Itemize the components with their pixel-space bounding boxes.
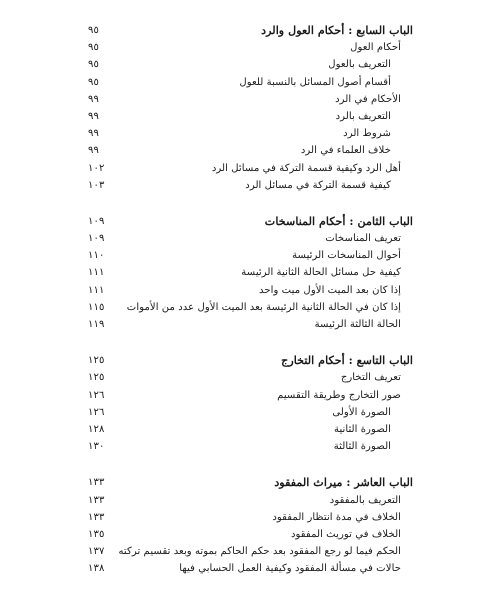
entry-title: الحكم فيما لو رجع المفقود بعد حكم الحاكم بموته وبعد تقسيم تركته [118,546,401,558]
page-number: ١٠٢ [88,162,105,174]
entry-title: الصورة الثالثة [333,441,391,453]
page-number: ٩٥ [88,76,99,88]
entry-title: أهل الرد وكيفية قسمة التركة في مسائل الرد [211,162,401,174]
page-number: ١٣٨ [88,563,105,575]
page-number: ١٠٣ [88,179,105,191]
chapter-heading-row [88,474,413,491]
entry-title: التعريف بالرد [335,110,391,122]
entry-title: إذا كان بعد الميت الأول ميت واحد [259,284,401,296]
chapter-heading-row [88,22,413,39]
toc-entry-row [88,247,413,264]
entry-title: الصورة الثانية [333,423,391,435]
page-number: ٩٩ [88,110,99,122]
page-number: ١٢٥ [88,372,105,384]
entry-title: إذا كان في الحالة الثانية الرئيسة بعد الميت الأول عدد من الأموات [126,301,401,313]
section-spacer [88,455,413,474]
page-number: ١٢٦ [88,389,105,401]
entry-title: أحكام العول [350,42,401,54]
toc-section [88,474,413,577]
toc-section [88,213,413,333]
toc-entry-row [88,160,413,177]
toc-section [88,22,413,194]
page-number: ١١٥ [88,301,105,313]
entry-title: أقسام أصول المسائل بالنسبة للعول [239,76,391,88]
toc-entry-row [88,543,413,560]
page-number: ٩٩ [88,93,99,105]
entry-title: أحوال المناسخات الرئيسة [292,250,401,262]
toc-section [88,352,413,455]
entry-title: الصورة الأولى [332,406,391,418]
chapter-heading-row [88,213,413,230]
section-spacer [88,194,413,213]
entry-title: كيفية حل مسائل الحالة الثانية الرئيسة [241,267,401,279]
toc-entry-row [88,509,413,526]
chapter-title: الباب السابع : أحكام العول والرد [261,23,413,37]
section-spacer [88,333,413,352]
toc-entry-row [88,421,413,438]
entry-title: الخلاف في توريث المفقود [290,528,401,540]
toc-entry-row [88,387,413,404]
entry-title: الحالة الثالثة الرئيسة [314,319,401,330]
page-number: ١٣٥ [88,528,105,540]
entry-title: كيفية قسمة التركة في مسائل الرد [245,179,391,191]
toc-entry-row [88,142,413,159]
page-number: ١٠٩ [88,215,105,227]
entry-title: الخلاف في مدة انتظار المفقود [272,511,401,523]
chapter-title: الباب الثامن : أحكام المناسخات [264,213,413,228]
page-number: ١٣٠ [88,441,105,453]
toc-entry-row [88,560,413,577]
toc-entry-row [88,316,413,333]
page-number: ١٢٥ [88,355,105,367]
entry-title: خلاف العلماء في الرد [300,145,391,157]
entry-title: تعريف التخارج [340,372,401,384]
toc-entry-row [88,108,413,125]
page-number: ١١١ [88,267,105,279]
page-number: ١٣٣ [88,511,105,523]
toc-entry-row [88,282,413,299]
page-number: ١٢٦ [88,406,105,418]
chapter-heading-row [88,352,413,369]
entry-title: حالات في مسألة المفقود وكيفية العمل الحسابي فيها [179,563,401,575]
page-number: ٩٩ [88,145,99,157]
toc-entry-row [88,91,413,108]
chapter-title: الباب العاشر : ميراث المفقود [274,475,413,490]
toc-entry-row [88,177,413,194]
toc-entry-row [88,230,413,247]
page-number: ١١٠ [88,250,105,262]
page-number: ١٣٣ [88,477,105,489]
toc-entry-row [88,74,413,91]
toc-entry-row [88,404,413,421]
page-number: ٩٩ [88,128,99,140]
page-number: ٩٥ [88,59,99,71]
toc-entry-row [88,39,413,56]
page-number: ١٠٩ [88,233,105,245]
page-number: ١٣٣ [88,494,105,506]
entry-title: التعريف بالمفقود [329,494,401,506]
toc-entry-row [88,438,413,455]
entry-title: تعريف المناسخات [325,233,401,245]
entry-title: صور التخارج وطريقة التقسيم [277,389,401,401]
toc-entry-row [88,125,413,142]
entry-title: شروط الرد [343,128,391,140]
toc-entry-row [88,264,413,281]
entry-title: الأحكام في الرد [335,93,401,105]
toc-entry-row [88,369,413,386]
entry-title: التعريف بالعول [328,59,391,71]
chapter-title: الباب التاسع : أحكام التخارج [281,353,413,368]
toc-entry-row [88,299,413,316]
page-number: ١٣٧ [88,546,105,558]
toc-entry-row [88,56,413,73]
toc-entry-row [88,526,413,543]
page-number: ٩٥ [88,25,99,36]
page-number: ٩٥ [88,42,99,54]
page-number: ١٢٨ [88,423,105,435]
toc-entry-row [88,492,413,509]
table-of-contents [88,22,413,577]
page-number: ١١١ [88,284,105,296]
page-number: ١١٩ [88,319,105,330]
